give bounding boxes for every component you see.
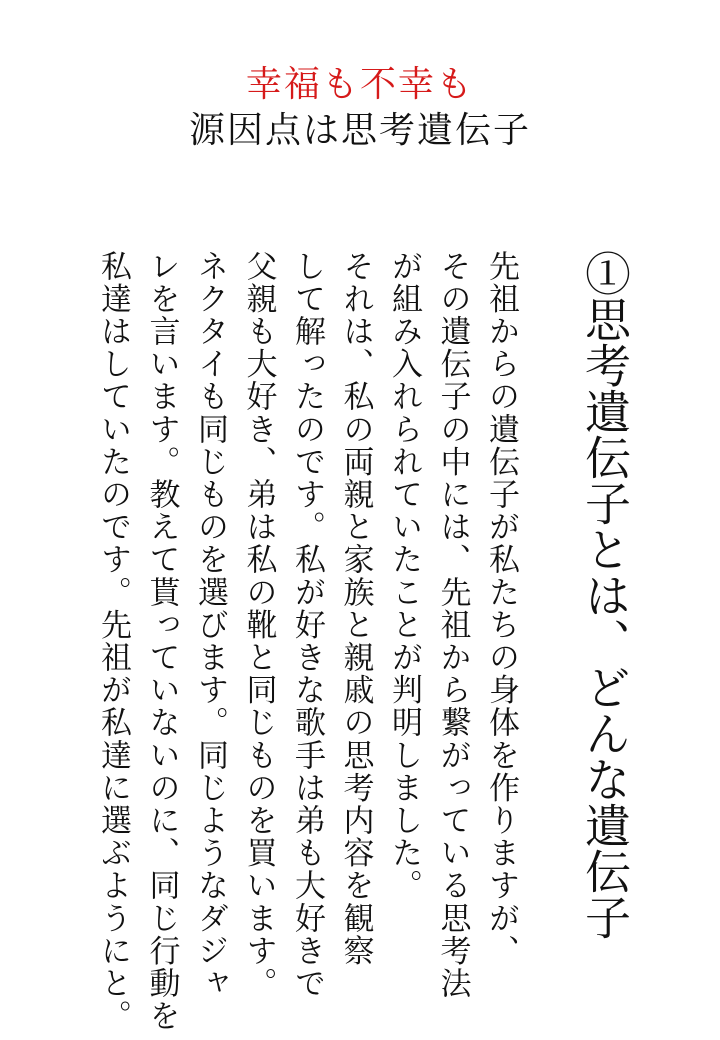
text-line: それは、私の両親と家族と親戚の思考内容を観察 bbox=[337, 250, 374, 968]
text-line: その遺伝子の中には、先祖から繋がっている思考法 bbox=[434, 250, 471, 1000]
text-line: が組み入れられていたことが判明しました。 bbox=[386, 250, 422, 902]
text-line: レを言います。教えて貰っていないのに、同じ行動を bbox=[143, 250, 180, 1033]
title-red: 幸福も不幸も bbox=[245, 64, 474, 105]
text-line: して解ったのです。私が好きな歌手は弟も大好きで bbox=[289, 250, 325, 1000]
body-text bbox=[89, 250, 526, 1033]
text-line: 先祖からの遺伝子が私たちの身体を作りますが、 bbox=[483, 250, 519, 968]
vertical-text-area bbox=[89, 250, 636, 1033]
page-header bbox=[0, 62, 720, 154]
title-black: 源因点は思考遺伝子 bbox=[188, 110, 531, 151]
section-heading: ①思考遺伝子とは、どんな遺伝子 bbox=[578, 250, 632, 940]
text-line: 私達はしていたのです。先祖が私達に選ぶようにと。 bbox=[95, 250, 131, 1033]
text-line: ネクタイも同じものを選びます。同じようなダジャ bbox=[192, 250, 228, 1000]
text-line: 父親も大好き、弟は私の靴と同じものを買います。 bbox=[240, 250, 277, 1000]
